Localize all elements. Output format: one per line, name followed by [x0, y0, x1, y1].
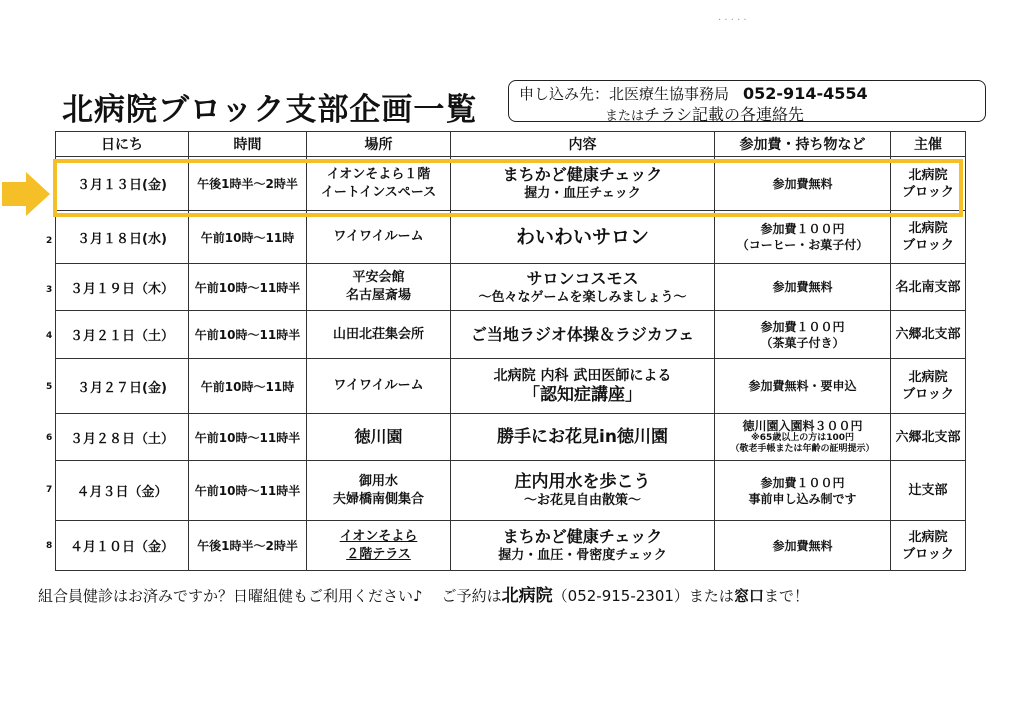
table-row: [56, 157, 966, 211]
page-title: 北病院ブロック支部企画一覧: [62, 92, 478, 128]
content-main: サロンコスモス: [526, 268, 639, 288]
row-time: 午前10時～11時半: [189, 414, 307, 461]
contact-line-2: [605, 102, 804, 125]
fee-line: 参加費１００円: [760, 222, 845, 236]
row-place: [307, 264, 451, 311]
contact-box: [508, 80, 986, 122]
row-fee: [715, 414, 891, 461]
org-line: 六郷北支部: [895, 429, 961, 445]
content-main: まちかど健康チェック: [502, 527, 663, 546]
row-fee: [715, 211, 891, 264]
place-line: イートインスペース: [320, 184, 437, 200]
place-line: ２階テラス: [346, 546, 411, 562]
place-line: 徳川園: [354, 427, 403, 446]
place-line: 山田北荘集会所: [332, 326, 424, 342]
contact-label: 申し込み先：北医療生協事務局: [519, 85, 730, 103]
org-line: ブロック: [902, 238, 954, 253]
row-date: ３月２８日（土）: [56, 414, 189, 461]
row-content: [451, 521, 715, 571]
row-content: [451, 359, 715, 414]
row-place: [307, 461, 451, 521]
contact-alt: チラシ記載の各連絡先: [644, 105, 805, 124]
row-place: [307, 359, 451, 414]
scan-dots: . . . . .: [718, 12, 747, 23]
row-organizer: [891, 211, 966, 264]
row-number: 3: [46, 285, 53, 295]
content-main: 庄内用水を歩こう: [514, 472, 651, 492]
row-number: 7: [46, 485, 53, 495]
content-main: 「認知症講座」: [523, 384, 642, 405]
content-main: ご当地ラジオ体操＆ラジカフェ: [470, 324, 695, 344]
footer-checkup: 組合員健診はお済みですか？日曜組健もご利用ください♪: [38, 587, 423, 605]
org-line: ブロック: [902, 387, 954, 402]
row-time: 午前10時～11時半: [189, 264, 307, 311]
contact-prefix: または: [605, 109, 645, 124]
table-row: [56, 521, 966, 571]
schedule-table: [55, 131, 966, 571]
row-date: ４月３日（金）: [56, 461, 189, 521]
table-row: [56, 359, 966, 414]
content-main: まちかど健康チェック: [502, 165, 663, 184]
row-content: [451, 414, 715, 461]
footer-phone: （052-915-2301）または: [552, 587, 734, 605]
fee-line: 参加費無料: [772, 538, 833, 553]
content-sub: 握力・血圧・骨密度チェック: [498, 548, 667, 563]
row-time: 午後1時半～2時半: [189, 157, 307, 211]
row-number: 2: [46, 236, 53, 246]
fee-note: （敬老手帳または年齢の証明提示）: [730, 443, 875, 454]
place-line: 平安会館: [352, 270, 405, 285]
row-fee: [715, 359, 891, 414]
place-line: ワイワイルーム: [333, 378, 424, 393]
fee-line: 徳川園入園料３００円: [742, 418, 863, 433]
org-line: 六郷北支部: [895, 327, 961, 342]
row-number: 8: [46, 541, 53, 551]
row-date: ３月１８日(水): [56, 211, 189, 264]
header-place: 場所: [307, 132, 451, 157]
row-date: ３月２７日(金): [56, 359, 189, 414]
org-line: ブロック: [902, 184, 954, 200]
org-line: 名北南支部: [895, 279, 961, 295]
row-place: [307, 521, 451, 571]
org-line: ブロック: [902, 546, 954, 562]
contact-phone: 052-914-4554: [743, 84, 868, 103]
header-content: 内容: [451, 132, 715, 157]
row-content: [451, 264, 715, 311]
pointer-arrow-icon: [0, 170, 52, 218]
place-line: 名古屋斎場: [345, 288, 411, 303]
row-content: [451, 157, 715, 211]
row-organizer: [891, 264, 966, 311]
fee-line: 事前申し込み制です: [748, 491, 857, 506]
row-organizer: [891, 521, 966, 571]
place-line: イオンそよら: [339, 528, 418, 544]
row-number: 6: [46, 433, 53, 443]
org-line: 北病院: [908, 167, 948, 183]
row-content: [451, 211, 715, 264]
header-time: 時間: [189, 132, 307, 157]
content-sub: ～お花見自由散策～: [523, 493, 641, 508]
content-sub: 北病院 内科 武田医師による: [493, 367, 672, 384]
row-fee: [715, 521, 891, 571]
fee-line: 参加費無料・要申込: [748, 379, 857, 393]
footer-note: [38, 581, 809, 606]
row-content: [451, 311, 715, 359]
org-line: 辻支部: [908, 483, 948, 498]
fee-line: 参加費１００円: [760, 475, 845, 490]
table-header-row: [56, 132, 966, 157]
table-row: [56, 311, 966, 359]
row-date: ３月１３日(金): [56, 157, 189, 211]
header-organizer: 主催: [891, 132, 966, 157]
contact-line-1: [519, 83, 868, 104]
table-row: [56, 264, 966, 311]
place-line: ワイワイルーム: [333, 229, 424, 244]
content-main: わいわいサロン: [515, 226, 649, 248]
footer-hospital: 北病院: [501, 586, 553, 606]
row-organizer: [891, 311, 966, 359]
row-place: [307, 211, 451, 264]
row-place: [307, 311, 451, 359]
row-fee: [715, 311, 891, 359]
footer-reserve: ご予約は: [441, 587, 502, 605]
table-row: [56, 414, 966, 461]
table-row: [56, 461, 966, 521]
table-row: [56, 211, 966, 264]
place-line: イオンそよら１階: [326, 166, 431, 182]
org-line: 北病院: [908, 370, 948, 385]
row-time: 午前10時～11時半: [189, 311, 307, 359]
fee-line: （茶菓子付き）: [760, 335, 845, 350]
row-date: ３月２１日（土）: [56, 311, 189, 359]
row-organizer: [891, 157, 966, 211]
row-place: [307, 157, 451, 211]
footer-counter: 窓口: [733, 587, 764, 605]
row-fee: [715, 264, 891, 311]
place-line: 夫婦橋南側集合: [332, 491, 424, 507]
row-date: ３月１９日（木）: [56, 264, 189, 311]
place-line: 御用水: [358, 473, 398, 489]
row-content: [451, 461, 715, 521]
row-organizer: [891, 461, 966, 521]
fee-line: 参加費１００円: [760, 319, 845, 334]
footer-end: まで！: [763, 587, 809, 605]
header-fee: 参加費・持ち物など: [715, 132, 891, 157]
row-number: 5: [46, 382, 53, 392]
row-time: 午前10時～11時: [189, 211, 307, 264]
row-time: 午前10時～11時半: [189, 461, 307, 521]
org-line: 北病院: [908, 529, 948, 545]
row-fee: [715, 157, 891, 211]
row-date: ４月１０日（金）: [56, 521, 189, 571]
fee-note: ※65歳以上の方は100円: [750, 432, 855, 443]
row-time: 午前10時～11時: [189, 359, 307, 414]
content-sub: 握力・血圧チェック: [524, 186, 641, 201]
row-organizer: [891, 414, 966, 461]
row-number: 4: [46, 331, 53, 341]
row-fee: [715, 461, 891, 521]
fee-line: 参加費無料: [772, 280, 833, 294]
header-date: 日にち: [56, 132, 189, 157]
content-main: 勝手にお花見in徳川園: [497, 427, 668, 447]
row-organizer: [891, 359, 966, 414]
row-time: 午後1時半～2時半: [189, 521, 307, 571]
fee-line: 参加費無料: [772, 176, 833, 191]
org-line: 北病院: [908, 221, 948, 236]
fee-line: （コーヒー・お菓子付）: [736, 238, 869, 252]
row-place: [307, 414, 451, 461]
content-sub: ～色々なゲームを楽しみましょう～: [478, 289, 687, 305]
